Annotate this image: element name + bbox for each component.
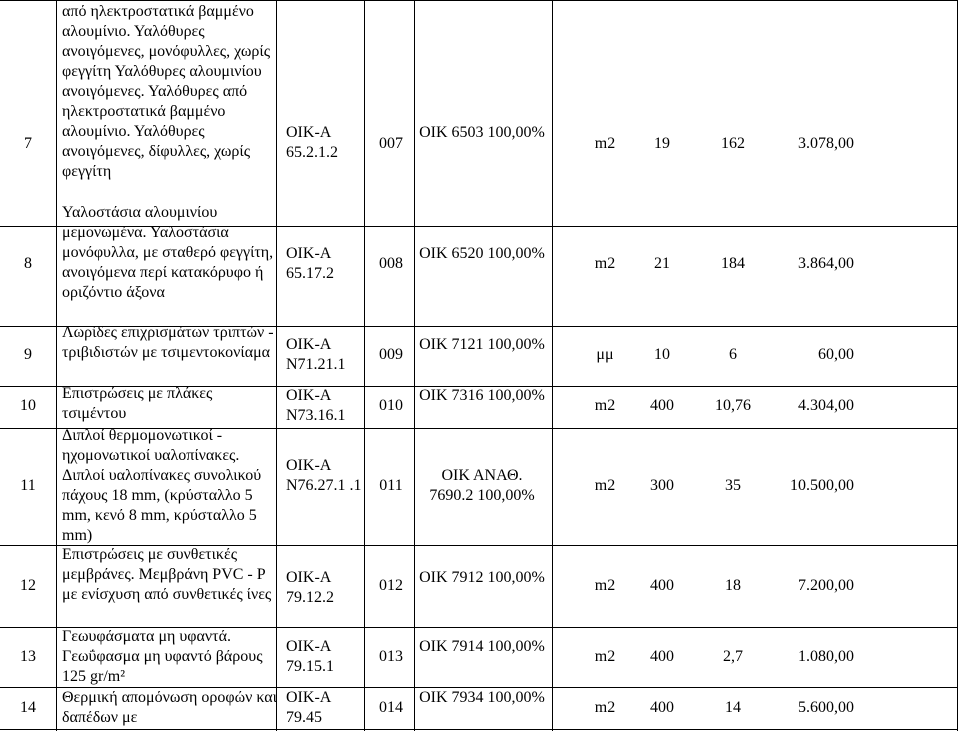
- grid-line: [0, 0, 958, 1]
- line-total: 5.600,00: [798, 699, 854, 716]
- quantity: 19: [654, 135, 670, 152]
- quantity: 400: [650, 577, 674, 594]
- reference-code: ΟΙΚ ΑΝΑΘ. 7690.2 100,00%: [429, 467, 535, 504]
- item-code: ΟΙΚ-Α 65.2.1.2: [286, 124, 338, 161]
- description-cell: Επιστρώσεις με πλάκες τσιμέντου: [62, 385, 213, 422]
- description-cell: Υαλοστάσια αλουμινίου μεμονωμένα. Υαλοστάσια μονόφυλλα, με σταθερό φεγγίτη, ανοιγόμενα περί κατακόρυφο ή οριζόντιο άξονα: [62, 204, 274, 301]
- quantity: 21: [654, 255, 670, 272]
- reference-code: ΟΙΚ 7914 100,00%: [419, 638, 545, 655]
- unit-price: 14: [725, 699, 741, 716]
- row-number: 8: [24, 255, 32, 272]
- article-number: 007: [379, 135, 403, 152]
- unit-price: 2,7: [723, 648, 743, 665]
- item-code: ΟΙΚ-Α 79.12.2: [286, 569, 334, 606]
- reference-code: ΟΙΚ 7121 100,00%: [419, 336, 545, 353]
- grid-line: [364, 0, 365, 731]
- unit-price: 162: [721, 135, 745, 152]
- item-code: ΟΙΚ-Α 79.45: [286, 689, 331, 726]
- reference-code: ΟΙΚ 6503 100,00%: [419, 124, 545, 141]
- unit: m2: [594, 397, 616, 414]
- line-total: 4.304,00: [798, 397, 854, 414]
- article-number: 012: [379, 577, 403, 594]
- article-number: 011: [379, 477, 403, 494]
- line-total: 1.080,00: [798, 648, 854, 665]
- item-code: ΟΙΚ-Α 65.17.2: [286, 245, 334, 282]
- article-number: 010: [379, 397, 403, 414]
- quantity: 400: [650, 699, 674, 716]
- line-total: 60,00: [818, 346, 854, 363]
- row-number: 13: [20, 648, 36, 665]
- item-code: ΟΙΚ-Α Ν71.21.1: [286, 336, 346, 373]
- row-number: 14: [20, 699, 36, 716]
- unit: m2: [594, 255, 616, 272]
- grid-line: [0, 729, 958, 730]
- row-number: 11: [20, 477, 36, 494]
- line-total: 3.864,00: [798, 255, 854, 272]
- unit-price: 18: [725, 577, 741, 594]
- reference-code: ΟΙΚ 7316 100,00%: [419, 387, 545, 404]
- row-number: 7: [24, 135, 32, 152]
- article-number: 009: [379, 346, 403, 363]
- row-number: 12: [20, 577, 36, 594]
- unit: m2: [594, 477, 616, 494]
- description-cell: Διπλοί θερμομονωτικοί - ηχομονωτικοί υαλοπίνακες. Διπλοί υαλοπίνακες συνολικού πάχους 18 mm, (κρύσταλλο 5 mm, κενό 8 mm, κρύσταλλο 5 mm): [62, 427, 262, 544]
- article-number: 014: [379, 699, 403, 716]
- item-code: ΟΙΚ-Α Ν73.16.1: [286, 387, 346, 424]
- description-cell: Γεωυφάσματα μη υφαντά. Γεωΰφασμα μη υφαντό βάρους 125 gr/m²: [62, 628, 263, 685]
- reference-code: ΟΙΚ 7912 100,00%: [419, 569, 545, 586]
- unit-price: 6: [729, 346, 737, 363]
- description-cell: Θερμική απομόνωση οροφών και δαπέδων με: [62, 689, 277, 726]
- item-code: ΟΙΚ-Α 79.15.1: [286, 638, 334, 675]
- unit: m2: [594, 135, 616, 152]
- grid-line: [414, 0, 415, 731]
- grid-line: [56, 0, 57, 731]
- grid-line: [552, 0, 553, 731]
- unit-price: 35: [725, 477, 741, 494]
- row-number: 10: [20, 397, 36, 414]
- unit-price: 184: [721, 255, 745, 272]
- article-number: 008: [379, 255, 403, 272]
- unit: m2: [594, 648, 616, 665]
- line-total: 3.078,00: [798, 135, 854, 152]
- reference-code: ΟΙΚ 7934 100,00%: [419, 689, 545, 706]
- quantity: 400: [650, 648, 674, 665]
- quantity: 400: [650, 397, 674, 414]
- reference-code: ΟΙΚ 6520 100,00%: [419, 245, 545, 262]
- description-cell: από ηλεκτροστατικά βαμμένο αλουμίνιο. Υαλόθυρες ανοιγόμενες, μονόφυλλες, χωρίς φεγγίτη Υαλόθυρες αλουμινίου ανοιγόμενες. Υαλόθυρες από ηλεκτροστατικά βαμμένο αλουμίνιο. Υαλόθυρες ανοιγόμενες, δίφυλλες, χωρίς φεγγίτη: [62, 3, 271, 180]
- unit-price: 10,76: [715, 397, 751, 414]
- unit: μμ: [596, 346, 614, 363]
- description-cell: Επιστρώσεις με συνθετικές μεμβράνες. Μεμβράνη PVC - P με ενίσχυση από συνθετικές ίνες: [62, 546, 272, 603]
- unit: m2: [594, 699, 616, 716]
- quantity: 10: [654, 346, 670, 363]
- description-cell: Λωρίδες επιχρισμάτων τριπτών - τριβιδιστών με τσιμεντοκονίαμα: [62, 324, 274, 361]
- item-code: ΟΙΚ-Α Ν76.27.1 .1: [286, 457, 362, 494]
- quantity: 300: [650, 477, 674, 494]
- unit: m2: [594, 577, 616, 594]
- line-total: 7.200,00: [798, 577, 854, 594]
- row-number: 9: [24, 346, 32, 363]
- grid-line: [957, 0, 958, 731]
- article-number: 013: [379, 648, 403, 665]
- line-total: 10.500,00: [790, 477, 854, 494]
